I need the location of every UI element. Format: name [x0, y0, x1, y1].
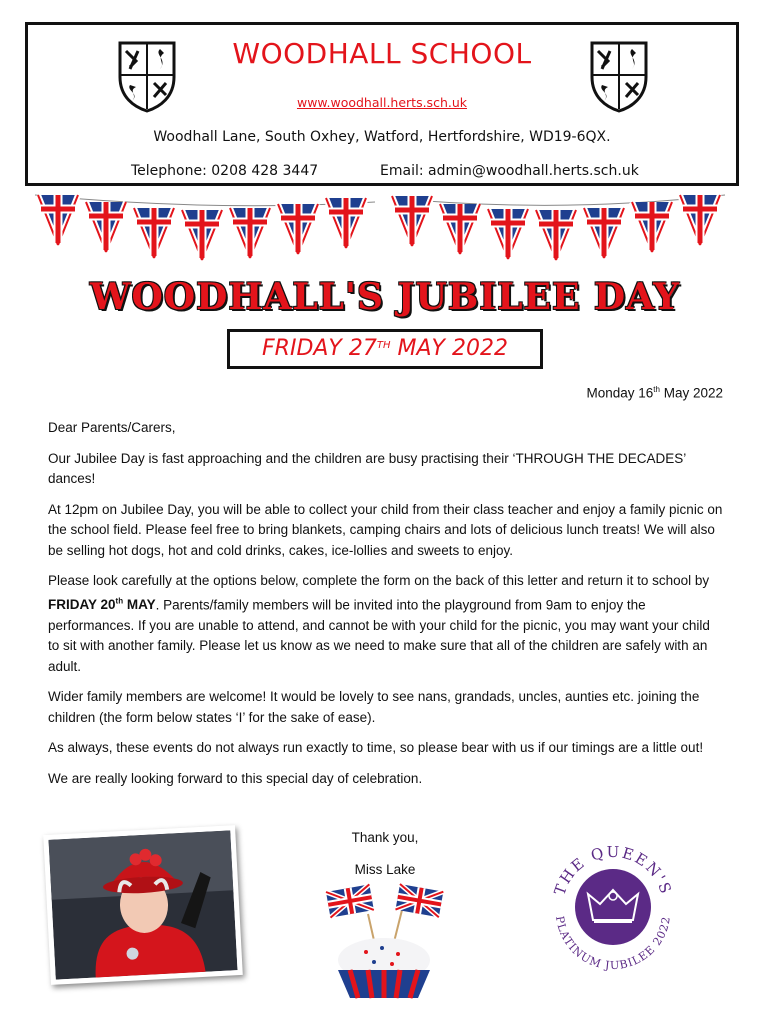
- queen-photo-image: [48, 830, 237, 979]
- letter-date-ordinal: th: [653, 385, 660, 394]
- return-deadline-ordinal: th: [115, 596, 124, 606]
- event-date-month: MAY 2022: [397, 336, 508, 361]
- event-date-ordinal: TH: [376, 340, 391, 351]
- paragraph: Our Jubilee Day is fast approaching and the children are busy practising their ‘THROUGH THE DECADES’ dances!: [48, 450, 686, 486]
- event-title: WOODHALL'S JUBILEE DAY: [90, 276, 680, 318]
- letterhead: [25, 22, 739, 186]
- school-telephone: Telephone: 0208 428 3447: [131, 163, 319, 179]
- return-deadline-day: FRIDAY 20: [48, 597, 116, 612]
- school-name: WOODHALL SCHOOL: [232, 37, 532, 70]
- paragraph: As always, these events do not always run exactly to time, so please bear with us if our timings are a little out!: [48, 740, 704, 755]
- queen-photo: [43, 825, 243, 985]
- union-jack-bunting-icon: [30, 190, 730, 270]
- emblem-top-text: THE QUEEN'S: [550, 842, 676, 898]
- school-address: Woodhall Lane, South Oxhey, Watford, Hertfordshire, WD19-6QX.: [153, 129, 611, 145]
- cupcake-with-flags-icon: [322, 880, 446, 1000]
- paragraph: We are really looking forward to this special day of celebration.: [48, 770, 423, 786]
- signature: Miss Lake: [354, 862, 416, 877]
- closing: Thank you,: [351, 830, 419, 845]
- paragraph: Wider family members are welcome! It would be lovely to see nans, grandads, uncles, aunties etc. joining the children (the form below states ‘I’ for the sake of ease).: [48, 689, 700, 725]
- paragraph: [48, 571, 723, 677]
- school-website-link[interactable]: www.woodhall.herts.sch.uk: [296, 95, 468, 110]
- letter-body: [48, 418, 723, 799]
- return-deadline-month: MAY: [123, 597, 156, 612]
- event-date-day: FRIDAY 27: [262, 336, 377, 361]
- platinum-jubilee-emblem-icon: [538, 832, 688, 982]
- paragraph-text: Please look carefully at the options below, complete the form on the back of this letter and return it to school by: [48, 573, 710, 588]
- greeting: Dear Parents/Carers,: [48, 420, 176, 435]
- return-deadline: [48, 597, 156, 612]
- letter-date-day: Monday 16: [586, 385, 654, 401]
- school-email: Email: admin@woodhall.herts.sch.uk: [380, 163, 639, 179]
- emblem-bottom-text: PLATINUM JUBILEE 2022: [553, 915, 673, 973]
- letter-date-month: May 2022: [663, 385, 723, 401]
- paragraph: At 12pm on Jubilee Day, you will be able to collect your child from their class teacher and enjoy a family picnic on the school field. Please feel free to bring blankets, camping chairs and lots of delicious lunch treats! We will also be selling hot dogs, hot and cold drinks, cakes, ice-lollies and sweets to enjoy.: [48, 501, 723, 558]
- paragraph-text: . Parents/family members will be invited into the playground from 9am to enjoy the performances. If you are unable to attend, and cannot be with your child for the picnic, you may want your child to sit with another family. Please let us know as we need to make sure that all of the children are safely with an adult.: [48, 597, 710, 674]
- letter-date: [586, 385, 723, 401]
- event-date: [227, 329, 543, 369]
